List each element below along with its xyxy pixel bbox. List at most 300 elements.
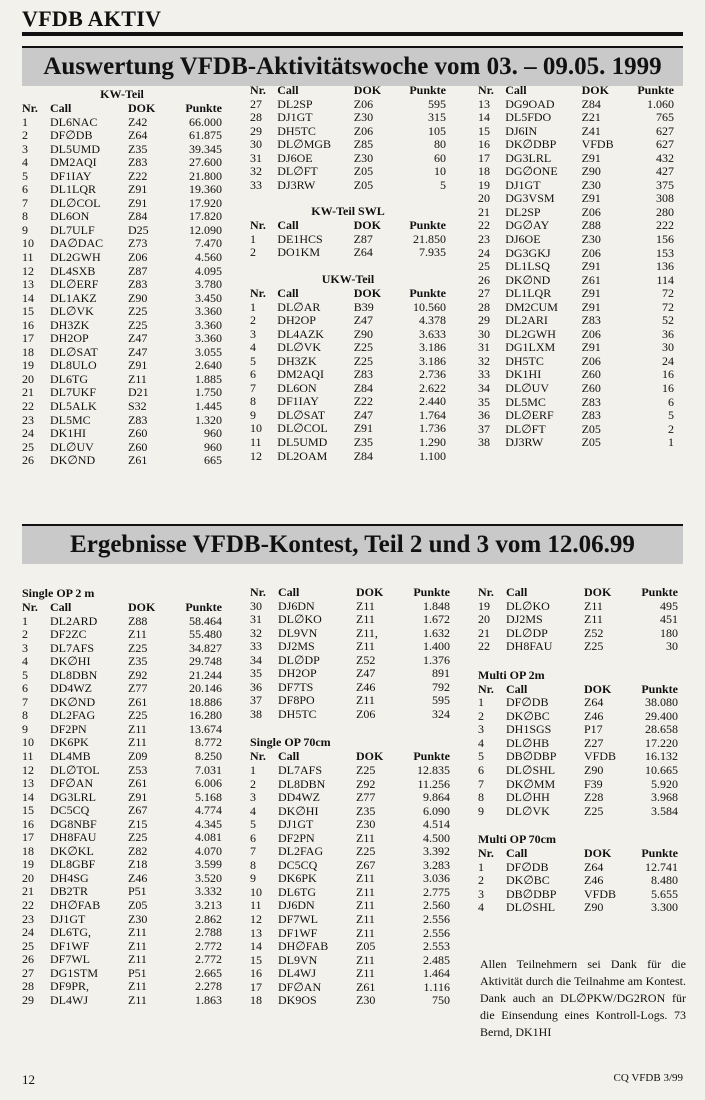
column-header: Nr.: [22, 101, 38, 115]
rank-cell: 20: [478, 191, 490, 206]
dok-cell: Z41: [581, 123, 601, 138]
column-header: Call: [506, 585, 528, 599]
points-cell: 80: [434, 137, 446, 152]
column-header: Punkte: [641, 681, 678, 696]
table-row: [22, 764, 222, 778]
call-cell: DH∅FAB: [50, 898, 101, 913]
table-row: [250, 165, 446, 179]
call-cell: DG1STM: [50, 965, 99, 980]
call-cell: DK∅HI: [278, 803, 319, 818]
call-cell: DH8FAU: [506, 639, 553, 654]
rank-cell: 32: [250, 625, 262, 640]
table-row: [250, 681, 450, 695]
table-row: [22, 319, 222, 333]
dok-cell: VFDB: [581, 137, 614, 152]
table-row: [478, 600, 678, 614]
rank-cell: 27: [22, 965, 34, 980]
points-cell: 4.378: [419, 313, 446, 328]
dok-cell: Z91: [128, 182, 148, 197]
spacer: [250, 192, 446, 204]
dok-cell: Z06: [581, 245, 601, 260]
table-row: [250, 654, 450, 668]
points-cell: 2: [668, 421, 674, 436]
call-cell: DL7AFS: [278, 763, 323, 778]
call-cell: DL2OAM: [277, 448, 328, 463]
table-row: [22, 845, 222, 859]
call-cell: DA∅DAC: [50, 236, 104, 251]
rank-cell: 1: [478, 695, 484, 710]
rank-cell: 32: [250, 164, 262, 179]
call-cell: DL∅COL: [277, 421, 328, 436]
rank-cell: 36: [250, 679, 262, 694]
call-cell: DL7AFS: [50, 640, 95, 655]
rank-cell: 12: [22, 263, 34, 278]
spacer: [250, 260, 446, 272]
dok-cell: Z82: [128, 843, 148, 858]
points-cell: 17.220: [645, 735, 678, 750]
call-cell: DL8DBN: [50, 667, 98, 682]
dok-cell: Z30: [356, 817, 376, 832]
points-cell: 9.864: [423, 790, 450, 805]
dok-cell: Z25: [356, 844, 376, 859]
points-cell: 2.560: [423, 898, 450, 913]
rank-cell: 28: [478, 299, 490, 314]
dok-cell: VFDB: [584, 886, 617, 901]
dok-cell: Z46: [356, 679, 376, 694]
points-cell: 6: [668, 394, 674, 409]
column-header: Nr.: [250, 83, 266, 97]
table-row: [250, 422, 446, 436]
rank-cell: 14: [250, 939, 262, 954]
dok-cell: Z30: [128, 911, 148, 926]
table-row: [250, 125, 446, 139]
rank-cell: 5: [250, 353, 256, 368]
points-cell: 17.820: [189, 209, 222, 224]
column-header: Punkte: [409, 83, 446, 97]
table-row: [250, 436, 446, 450]
table-row: [22, 116, 222, 130]
dok-cell: Z11: [356, 912, 375, 927]
column-header: Call: [278, 749, 300, 764]
rank-cell: 4: [478, 900, 484, 915]
dok-cell: Z91: [353, 421, 374, 436]
rank-cell: 27: [478, 286, 490, 301]
points-cell: 72: [662, 299, 674, 314]
dok-cell: Z47: [353, 313, 374, 328]
dok-cell: Z25: [584, 639, 604, 654]
rank-cell: 19: [478, 177, 490, 192]
table-row: [250, 640, 450, 654]
table-row: [22, 750, 222, 764]
dok-cell: Z11: [128, 938, 147, 953]
points-cell: 12.090: [189, 222, 222, 237]
points-cell: 1.290: [419, 435, 446, 450]
dok-cell: Z11: [128, 721, 147, 736]
ukw-header-row: [250, 287, 446, 301]
table-row: [250, 872, 450, 886]
rank-cell: 30: [250, 598, 262, 613]
dok-cell: Z91: [581, 191, 601, 206]
call-cell: DL∅SHL: [506, 763, 556, 778]
points-cell: 2.556: [423, 912, 450, 927]
table-row: [22, 332, 222, 346]
rank-cell: 18: [250, 993, 262, 1008]
rank-cell: 2: [478, 873, 484, 888]
points-cell: 3.283: [423, 857, 450, 872]
call-cell: DF∅DB: [506, 695, 549, 710]
dok-cell: Z83: [581, 408, 601, 423]
points-cell: 180: [660, 625, 678, 640]
table-row: [250, 111, 446, 125]
table-row: [22, 265, 222, 279]
dok-cell: Z11,: [356, 625, 378, 640]
rank-cell: 9: [250, 407, 256, 422]
table-row: [478, 314, 674, 328]
call-cell: DJ1GT: [50, 911, 86, 926]
points-cell: 2.278: [195, 979, 222, 994]
points-cell: 315: [428, 110, 446, 125]
rank-cell: 6: [22, 182, 28, 197]
call-cell: DM2AQI: [277, 367, 324, 382]
dok-cell: Z11: [584, 612, 603, 627]
points-cell: 2.622: [419, 380, 446, 395]
table-row: [22, 292, 222, 306]
points-cell: 5.168: [195, 789, 222, 804]
table-row: [478, 247, 674, 261]
dok-cell: Z91: [581, 299, 601, 314]
points-cell: 1.632: [423, 625, 450, 640]
points-cell: 2.440: [419, 394, 446, 409]
points-cell: 3.036: [423, 871, 450, 886]
call-cell: DF7WL: [50, 952, 90, 967]
table-row: [250, 409, 446, 423]
points-cell: 1.764: [419, 407, 446, 422]
rank-cell: 10: [250, 421, 262, 436]
sop2-header-row: [22, 601, 222, 615]
table-row: [22, 615, 222, 629]
column-header: Nr.: [478, 681, 494, 696]
points-cell: 4.774: [195, 803, 222, 818]
call-cell: DD4WZ: [50, 681, 92, 696]
table-row: [250, 233, 446, 247]
column-header: Punkte: [409, 218, 446, 233]
rank-cell: 2: [250, 776, 256, 791]
column-header: Call: [278, 585, 300, 599]
table-row: [478, 723, 678, 737]
points-cell: 1.672: [423, 612, 450, 627]
dok-cell: Z25: [353, 340, 374, 355]
dok-cell: Z88: [128, 613, 148, 628]
dok-cell: Z46: [128, 870, 148, 885]
points-cell: 4.345: [195, 816, 222, 831]
kw-swl-table: [250, 219, 446, 260]
points-cell: 16: [662, 367, 674, 382]
points-cell: 1.863: [195, 992, 222, 1007]
call-cell: DD4WZ: [278, 790, 320, 805]
rank-cell: 13: [22, 277, 34, 292]
call-cell: DL∅ERF: [50, 277, 99, 292]
dok-cell: Z64: [128, 128, 148, 143]
rank-cell: 36: [478, 408, 490, 423]
points-cell: 3.213: [195, 898, 222, 913]
points-cell: 10.560: [413, 299, 446, 314]
call-cell: DL4WJ: [50, 992, 88, 1007]
table-row: [478, 778, 678, 792]
table-row: [250, 613, 450, 627]
rank-cell: 38: [478, 435, 490, 450]
dok-cell: Z11: [128, 735, 147, 750]
table-row: [250, 981, 450, 995]
column-header: Punkte: [413, 749, 450, 764]
rank-cell: 25: [22, 439, 34, 454]
points-cell: 4.560: [195, 250, 222, 265]
call-cell: DL∅DP: [506, 625, 548, 640]
table-row: [22, 709, 222, 723]
dok-cell: Z11: [356, 612, 375, 627]
dok-cell: Z47: [353, 407, 374, 422]
table-row: [22, 197, 222, 211]
points-cell: 3.392: [423, 844, 450, 859]
dok-cell: Z61: [356, 979, 376, 994]
points-cell: 627: [656, 137, 674, 152]
call-cell: DL∅TOL: [50, 762, 100, 777]
call-cell: DL5MC: [505, 394, 546, 409]
rank-cell: 11: [250, 435, 262, 450]
table-row: [250, 98, 446, 112]
kw-swl-header-row: [250, 219, 446, 233]
points-cell: 3.780: [195, 277, 222, 292]
rank-cell: 6: [250, 830, 256, 845]
table-row: [250, 994, 450, 1008]
dok-cell: Z11: [584, 598, 603, 613]
points-cell: 627: [656, 123, 674, 138]
call-cell: DL4WJ: [278, 966, 316, 981]
table-row: [250, 805, 450, 819]
points-cell: 30: [662, 340, 674, 355]
column-header: DOK: [356, 749, 384, 764]
dok-cell: Z77: [356, 790, 376, 805]
call-cell: DH4SG: [50, 870, 89, 885]
rank-cell: 11: [22, 749, 34, 764]
dok-cell: Z46: [584, 708, 604, 723]
dok-cell: Z06: [128, 250, 148, 265]
mop2-header-row: [478, 683, 678, 697]
table-row: [478, 260, 674, 274]
dok-cell: Z64: [353, 245, 373, 260]
dok-cell: Z11: [356, 966, 375, 981]
rank-cell: 1: [250, 299, 256, 314]
points-cell: 1.464: [423, 966, 450, 981]
single-op-2m-column: [22, 586, 228, 1007]
points-cell: 1.848: [423, 598, 450, 613]
dok-cell: Z46: [584, 873, 604, 888]
points-cell: 3.360: [195, 304, 222, 319]
call-cell: DL∅SAT: [50, 344, 98, 359]
call-cell: DF8PO: [278, 693, 315, 708]
points-cell: 29.748: [189, 654, 222, 669]
table-row: [22, 251, 222, 265]
points-cell: 324: [432, 706, 450, 721]
table-row: [478, 382, 674, 396]
dok-cell: Z83: [128, 412, 148, 427]
rank-cell: 9: [478, 803, 484, 818]
column-header: Nr.: [478, 846, 494, 861]
rank-cell: 22: [478, 218, 490, 233]
dok-cell: Z91: [128, 789, 148, 804]
table-row: [478, 355, 674, 369]
dok-cell: Z88: [581, 218, 601, 233]
table-row: [478, 805, 678, 819]
table-row: [478, 791, 678, 805]
points-cell: 7.031: [195, 762, 222, 777]
dok-cell: Z30: [581, 177, 601, 192]
dok-cell: Z06: [581, 204, 601, 219]
rank-cell: 8: [478, 790, 484, 805]
rank-cell: 1: [250, 763, 256, 778]
call-cell: DF∅AN: [50, 776, 94, 791]
dok-cell: Z11: [356, 952, 375, 967]
rank-cell: 5: [22, 168, 28, 183]
call-cell: DH5TC: [278, 706, 317, 721]
rank-cell: 10: [250, 884, 262, 899]
dok-cell: Z28: [584, 790, 604, 805]
spacer: [250, 721, 456, 735]
points-cell: 58.464: [189, 613, 222, 628]
dok-cell: Z60: [128, 439, 148, 454]
points-cell: 34.827: [189, 640, 222, 655]
column-header: Call: [50, 101, 72, 115]
rank-cell: 16: [22, 816, 34, 831]
rank-cell: 13: [250, 925, 262, 940]
dok-cell: Z61: [581, 272, 601, 287]
table-row: [250, 859, 450, 873]
table-row: [22, 953, 222, 967]
page-number: 12: [22, 1072, 35, 1087]
rank-cell: 35: [250, 666, 262, 681]
call-cell: DL8ULO: [50, 358, 97, 373]
table-row: [250, 818, 450, 832]
dok-cell: Z87: [353, 231, 373, 246]
rank-cell: 19: [22, 358, 34, 373]
table-row: [478, 627, 678, 641]
column-header: Nr.: [250, 749, 266, 764]
table-row: [478, 192, 674, 206]
dok-cell: Z42: [128, 114, 148, 129]
call-cell: DF2ZC: [50, 627, 87, 642]
table-row: [478, 368, 674, 382]
call-cell: DL2GWH: [505, 326, 556, 341]
points-cell: 1.116: [423, 979, 450, 994]
rank-cell: 2: [478, 708, 484, 723]
rank-cell: 20: [22, 870, 34, 885]
points-cell: 3.584: [651, 803, 678, 818]
call-cell: DL∅FT: [505, 421, 546, 436]
table-row: [22, 400, 222, 414]
dok-cell: Z53: [128, 762, 148, 777]
call-cell: DL4MB: [50, 749, 91, 764]
sop2-cont2-table: [478, 586, 678, 654]
dok-cell: Z35: [353, 435, 374, 450]
column-header: Call: [50, 600, 72, 614]
rank-cell: 7: [478, 776, 484, 791]
rank-cell: 9: [250, 871, 256, 886]
call-cell: DL1AKZ: [50, 290, 97, 305]
kw-header-row: [22, 102, 222, 116]
dok-cell: Z47: [128, 344, 148, 359]
points-cell: 24: [662, 353, 674, 368]
points-cell: 1.060: [647, 96, 674, 111]
rank-cell: 17: [478, 150, 490, 165]
call-cell: DK1HI: [505, 367, 542, 382]
table-row: [250, 832, 450, 846]
column-header: Call: [506, 681, 528, 696]
rank-cell: 13: [22, 776, 34, 791]
rank-cell: 21: [22, 884, 34, 899]
dok-cell: Z83: [581, 394, 601, 409]
rank-cell: 4: [22, 654, 28, 669]
rank-cell: 6: [478, 763, 484, 778]
dok-cell: Z15: [128, 816, 148, 831]
spacer: [478, 654, 684, 668]
table-row: [478, 396, 674, 410]
table-row: [250, 627, 450, 641]
table-row: [22, 791, 222, 805]
call-cell: DL∅ERF: [505, 408, 554, 423]
column-header: Punkte: [637, 83, 674, 97]
points-cell: 765: [656, 110, 674, 125]
dok-cell: Z11: [128, 925, 147, 940]
table-row: [478, 613, 678, 627]
call-cell: DL2SP: [505, 204, 541, 219]
call-cell: DK9OS: [278, 993, 317, 1008]
call-cell: DL4AZK: [277, 326, 324, 341]
dok-cell: Z91: [581, 150, 601, 165]
call-cell: DL6TG: [50, 371, 88, 386]
rank-cell: 15: [250, 952, 262, 967]
call-cell: DG∅AY: [505, 218, 550, 233]
call-cell: DK∅ND: [50, 453, 96, 468]
rank-cell: 23: [22, 412, 34, 427]
call-cell: DL6TG,: [50, 925, 91, 940]
table-row: [250, 600, 450, 614]
rank-cell: 16: [478, 137, 490, 152]
call-cell: DL2ARD: [50, 613, 98, 628]
dok-cell: Z11: [128, 371, 147, 386]
dok-cell: Z92: [128, 667, 148, 682]
rank-cell: 6: [22, 681, 28, 696]
rank-cell: 7: [22, 195, 28, 210]
points-cell: 10.665: [645, 763, 678, 778]
points-cell: 2.736: [419, 367, 446, 382]
points-cell: 5: [440, 177, 446, 192]
rank-cell: 18: [478, 164, 490, 179]
dok-cell: Z60: [128, 426, 148, 441]
dok-cell: Z64: [584, 695, 604, 710]
table-row: [22, 885, 222, 899]
call-cell: DL9VN: [278, 952, 318, 967]
points-cell: 8.772: [195, 735, 222, 750]
rank-cell: 10: [22, 735, 34, 750]
table-row: [250, 179, 446, 193]
call-cell: DH2OP: [278, 666, 317, 681]
call-cell: DH8FAU: [50, 830, 97, 845]
thanks-note: Allen Teilnehmern sei Dank für die Aktivität durch die Teilnahme am Kontest. Dank auch an DL∅PKW/DG2RON für die Einsendung eines Kontroll-Logs. 73 Bernd, DK1HI: [480, 957, 686, 1039]
rank-cell: 38: [250, 706, 262, 721]
points-cell: 750: [432, 993, 450, 1008]
table-row: [22, 414, 222, 428]
dok-cell: Z22: [353, 394, 374, 409]
dok-cell: Z05: [356, 939, 376, 954]
